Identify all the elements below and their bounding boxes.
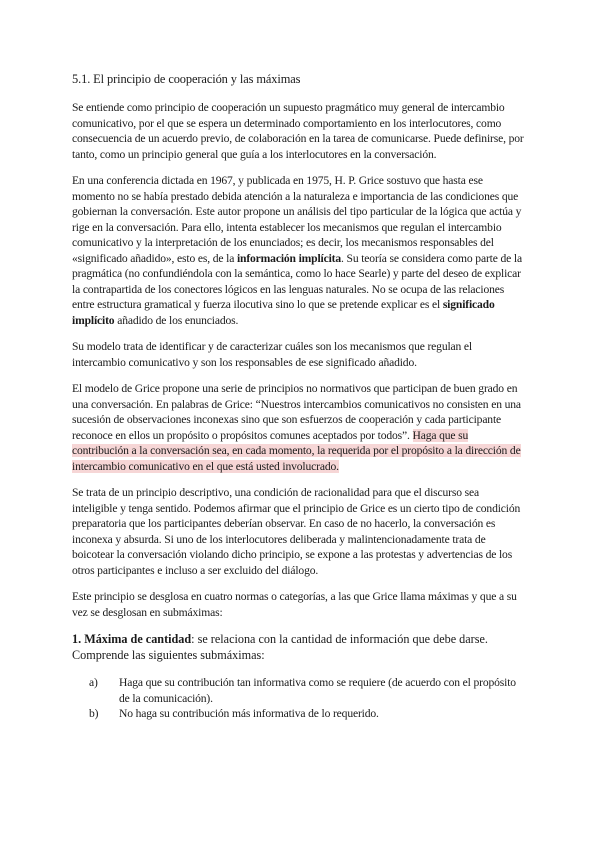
maxim-cantidad xyxy=(72,631,527,663)
submaxim-list xyxy=(72,675,527,722)
highlighted-principle: Haga que su contribución a la conversación sea, en cada momento, la requerida por el propósito a la dirección de intercambio comunicativo en el que está usted involucrado. xyxy=(72,428,521,473)
maxim-cantidad-description: : se relaciona con la cantidad de información que debe darse. Comprende las siguientes submáximas: xyxy=(72,632,488,662)
section-heading: 5.1. El principio de cooperación y las máximas xyxy=(72,72,301,86)
list-item xyxy=(89,675,527,706)
bold-informacion-implicita: información implícita xyxy=(236,251,342,265)
document-body xyxy=(72,71,527,722)
list-item-text: Haga que su contribución tan informativa como se requiere (de acuerdo con el propósito de la comunicación). xyxy=(119,676,516,705)
maxim-cantidad-title: 1. Máxima de cantidad xyxy=(72,632,192,646)
list-item xyxy=(89,706,527,722)
paragraph-principio-descriptivo: Se trata de un principio descriptivo, una condición de racionalidad para que el discurso sea inteligible y tenga sentido. Podemos afirmar que el principio de Grice es un cierto tipo de condición preparatoria que los participantes deberían observar. En caso de no hacerlo, la conversación es inconexa y absurda. Si uno de los interlocutores deliberada y malintencionadamente trata de boicotear la conversación violando dicho principio, se expone a las protestas y advertencias de los otros participantes e incluso a ser excluido del diálogo. xyxy=(72,486,521,577)
text-run: . Su teoría se considera como parte de la pragmática (no confundiéndola con la semántica, como lo hace Searle) y parte del deseo de explicar la contrapartida de los conectores lógicos en las lenguas naturales. No se ocupa de las relaciones entre estructura gramatical y fuerza ilocutiva sino lo que se pretende explicar es el xyxy=(72,251,522,311)
paragraph-desglose-maximas: Este principio se desglosa en cuatro normas o categorías, a las que Grice llama máximas y que a su vez se desglosan en submáximas: xyxy=(72,590,517,619)
list-item-text: No haga su contribución más informativa de lo requerido. xyxy=(119,707,379,720)
text-run: añadido de los enunciados. xyxy=(114,313,239,327)
paragraph-principio-cooperacion: Se entiende como principio de cooperación un supuesto pragmático muy general de intercambio comunicativo, por el que se espera un determinado comportamiento en los interlocutores, como consecuencia de un acuerdo previo, de colaboración en la tarea de comunicarse. Puede definirse, por tanto, como un principio general que guía a los interlocutores en la conversación. xyxy=(72,101,524,161)
text-run: El modelo de Grice propone una serie de principios no normativos que participan de buen grado en una conversación. En palabras de Grice: “Nuestros intercambios comunicativos no consisten en una sucesión de observaciones inconexas sino que son esfuerzos de cooperación y cada participante reconoce en ellos un propósito o propósitos comunes aceptados por todos”. xyxy=(72,382,521,442)
list-marker: a) xyxy=(89,676,98,689)
paragraph-modelo-identificar: Su modelo trata de identificar y de caracterizar cuáles son los mecanismos que regulan el intercambio comunicativo y son los responsables de ese significado añadido. xyxy=(72,340,472,369)
text-run: En una conferencia dictada en 1967, y publicada en 1975, H. P. Grice sostuvo que hasta ese momento no se había prestado debida atención a la naturaleza e importancia de las condiciones que gobiernan la conversación. Este autor propone un análisis del tipo particular de la lógica que actúa y rige en la conversación. Para ello, intenta establecer los mecanismos que regulan el intercambio comunicativo y la interpretación de los enunciados; es decir, los mecanismos responsables del «significado añadido», esto es, de la xyxy=(72,174,522,265)
paragraph-modelo-principios xyxy=(72,381,527,474)
bold-significado-implicito: significado implícito xyxy=(72,298,495,327)
list-marker: b) xyxy=(89,707,99,720)
paragraph-grice-conferencia xyxy=(72,173,527,328)
